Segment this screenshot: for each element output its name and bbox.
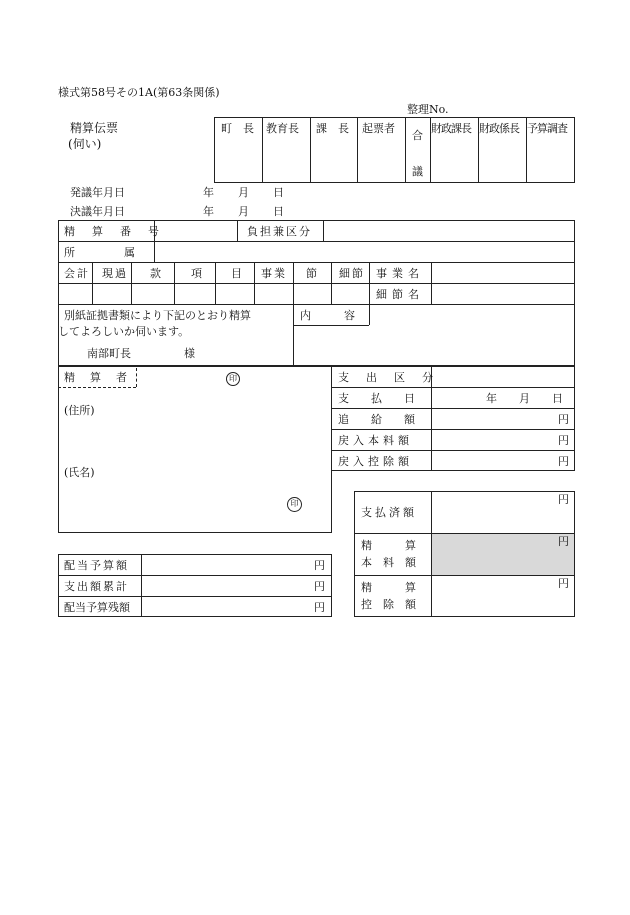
shiharai-zumi-yen: 円: [558, 493, 569, 506]
hatsugi-year: 年: [203, 186, 214, 199]
shishutsu-kubun-label: 支 出 区 分: [338, 371, 436, 384]
modoshi-honryo-yen: 円: [558, 434, 569, 447]
ketsugi-year: 年: [203, 205, 214, 218]
seisansha-label: 精 算 者: [64, 371, 129, 384]
approval-col-education: 教育長: [266, 122, 299, 135]
seisan-koujo-label-b: 控 除 額: [361, 598, 416, 611]
jusho-label: (住所): [64, 404, 95, 417]
approval-col-section-chief: 課 長: [316, 122, 349, 135]
kaikei-label: 会計: [64, 267, 90, 280]
seisan-honryo-label-b: 本 料 額: [361, 556, 416, 569]
saisetsu-label: 細節: [339, 267, 365, 280]
shiharai-zumi-label: 支払済額: [361, 506, 417, 519]
seal-mark-bottom: [287, 497, 302, 512]
kou-label: 項: [191, 267, 202, 280]
approval-col-finance-chief: 財政課長: [431, 122, 471, 135]
modoshi-koujo-label: 戻入控除額: [338, 455, 413, 468]
approval-col-budget-check: 予算調査: [527, 122, 567, 135]
hatsugi-month: 月: [238, 186, 249, 199]
futan-kenkubun-label: 負担兼区分: [247, 225, 312, 238]
hatsugi-date-label: 発議年月日: [70, 186, 125, 199]
approval-col-mayor: 町 長: [221, 122, 254, 135]
addressee-sama: 様: [184, 347, 195, 360]
seisan-bango-label: 精 算 番 号: [64, 225, 162, 238]
approval-col-finance-staff: 財政係長: [479, 122, 519, 135]
tsuikyu-label: 追 給 額: [338, 413, 415, 426]
ketsugi-month: 月: [238, 205, 249, 218]
haito-zangaku-yen: 円: [314, 601, 325, 614]
request-line2: してよろしいか伺います。: [58, 325, 190, 338]
modoshi-koujo-yen: 円: [558, 455, 569, 468]
shiharai-bi-label: 支 払 日: [338, 392, 415, 405]
moku-label: 目: [231, 267, 242, 280]
approval-col-gou: 合: [412, 129, 423, 142]
voucher-subtitle: (伺い): [68, 137, 102, 151]
shishutsu-ruikei-yen: 円: [314, 580, 325, 593]
saisetsumei-label: 細節名: [376, 288, 424, 301]
tsuikyu-yen: 円: [558, 413, 569, 426]
hatsugi-day: 日: [273, 186, 284, 199]
kan-label: 款: [150, 267, 161, 280]
jigyoumei-label: 事業名: [376, 267, 424, 280]
approval-col-gi: 議: [412, 165, 423, 178]
modoshi-honryo-label: 戻入本料額: [338, 434, 413, 447]
shimei-label: (氏名): [64, 466, 95, 479]
addressee: 南部町長: [87, 347, 131, 360]
seisan-koujo-yen: 円: [558, 577, 569, 590]
shozoku-label: 所 属: [64, 246, 136, 259]
haito-yosan-label: 配当予算額: [64, 559, 129, 572]
haito-yosan-yen: 円: [314, 559, 325, 572]
haito-zangaku-label: 配当予算残額: [64, 601, 130, 614]
jigyou-label: 事業: [261, 267, 287, 280]
seisan-koujo-label-a: 精 算: [361, 581, 416, 594]
seal-bottom-text: 印: [290, 499, 299, 508]
ketsugi-date-label: 決議年月日: [70, 205, 125, 218]
genkako-label: 現過: [102, 267, 128, 280]
form-title: 様式第58号その1A(第63条関係): [58, 86, 220, 99]
shiharai-ymd: 年 月 日: [486, 392, 563, 405]
voucher-title: 精算伝票: [70, 121, 119, 135]
request-line1: 別紙証拠書類により下記のとおり精算: [64, 309, 251, 322]
naiyou-label: 内 容: [300, 309, 355, 322]
seiri-number-label: 整理No.: [407, 103, 449, 116]
shishutsu-ruikei-label: 支出額累計: [64, 580, 129, 593]
seisan-honryo-yen: 円: [558, 535, 569, 548]
seal-top-text: 印: [229, 374, 237, 383]
approval-col-drafter: 起票者: [362, 122, 395, 135]
seal-mark-top: [226, 372, 240, 386]
setsu-label: 節: [306, 267, 317, 280]
ketsugi-day: 日: [273, 205, 284, 218]
seisan-honryo-label-a: 精 算: [361, 539, 416, 552]
